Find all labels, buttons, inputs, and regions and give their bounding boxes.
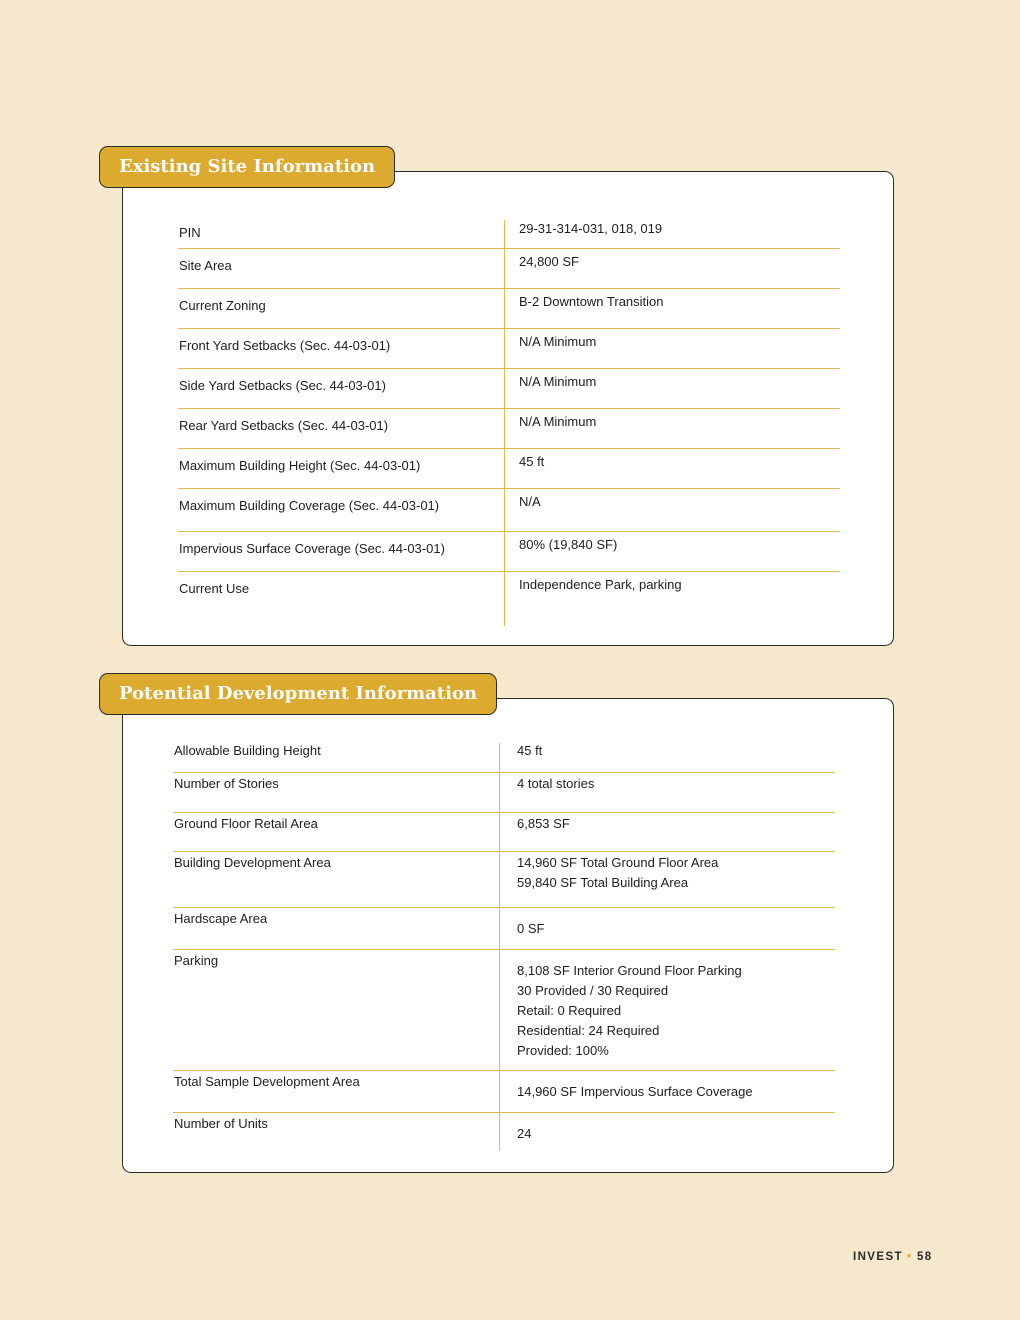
table-row: [173, 950, 835, 1071]
potential-development-table: [173, 740, 835, 1151]
row-value: [517, 774, 594, 794]
row-value: 45 ft: [519, 454, 545, 469]
row-value: N/A Minimum: [519, 374, 597, 389]
row-value: [517, 1124, 531, 1144]
row-label: Number of Units: [174, 1116, 268, 1131]
row-value: Independence Park, parking: [519, 577, 682, 592]
row-value-line: 6,853 SF: [517, 816, 570, 831]
row-value-line: 14,960 SF Impervious Surface Coverage: [517, 1084, 753, 1099]
table-row: [178, 289, 840, 329]
table-row: [178, 409, 840, 449]
row-label: Hardscape Area: [174, 911, 268, 926]
table-row: [178, 249, 840, 289]
row-label: PIN: [179, 225, 201, 240]
row-value-line: Provided: 100%: [517, 1043, 609, 1058]
table-row: [178, 532, 840, 572]
row-value: N/A: [519, 494, 541, 509]
table-row: [178, 572, 840, 626]
row-value: [517, 741, 542, 761]
page-footer: [853, 1251, 933, 1263]
table-row: [173, 740, 835, 773]
row-label: Site Area: [179, 258, 232, 273]
row-value: [517, 961, 742, 1061]
existing-site-title: Existing Site Information: [99, 146, 395, 188]
row-value-line: 8,108 SF Interior Ground Floor Parking: [517, 963, 742, 978]
row-value-line: 14,960 SF Total Ground Floor Area: [517, 855, 719, 870]
potential-development-title: Potential Development Information: [99, 673, 497, 715]
footer-section-label: INVEST: [853, 1251, 903, 1263]
row-value: 24,800 SF: [519, 254, 579, 269]
row-value-line: Retail: 0 Required: [517, 1003, 622, 1018]
table-row: [178, 489, 840, 532]
row-value-line: 0 SF: [517, 921, 545, 936]
row-value: N/A Minimum: [519, 334, 597, 349]
row-label: Ground Floor Retail Area: [174, 816, 318, 831]
row-value: [517, 1082, 753, 1102]
table-row: [173, 1113, 835, 1151]
row-value: 80% (19,840 SF): [519, 537, 618, 552]
table-row: [178, 216, 840, 249]
row-label: Maximum Building Height (Sec. 44-03-01): [179, 458, 421, 473]
row-value: N/A Minimum: [519, 414, 597, 429]
row-label: Number of Stories: [174, 776, 279, 791]
row-label: Total Sample Development Area: [174, 1074, 360, 1089]
row-value-line: 4 total stories: [517, 776, 595, 791]
table-row: [173, 852, 835, 908]
row-label: Building Development Area: [174, 855, 331, 870]
row-label: Side Yard Setbacks (Sec. 44-03-01): [179, 378, 386, 393]
table-row: [173, 813, 835, 852]
row-value: 29-31-314-031, 018, 019: [519, 221, 663, 236]
row-value-line: 45 ft: [517, 743, 543, 758]
row-label: Allowable Building Height: [174, 743, 321, 758]
page-number: 58: [916, 1251, 933, 1263]
table-row: [173, 908, 835, 950]
row-label: Current Zoning: [179, 298, 266, 313]
row-value: [517, 919, 544, 939]
row-value-line: Residential: 24 Required: [517, 1023, 660, 1038]
row-label: Front Yard Setbacks (Sec. 44-03-01): [179, 338, 391, 353]
row-value: [517, 814, 570, 834]
row-label: Maximum Building Coverage (Sec. 44-03-01): [179, 498, 440, 513]
row-value-line: 30 Provided / 30 Required: [517, 983, 669, 998]
table-row: [173, 773, 835, 813]
row-label: Impervious Surface Coverage (Sec. 44-03-01): [179, 541, 445, 556]
row-value: B-2 Downtown Transition: [519, 294, 664, 309]
footer-separator-dot: •: [906, 1251, 911, 1263]
row-label: Current Use: [179, 581, 250, 596]
table-row: [178, 449, 840, 489]
row-value-line: 59,840 SF Total Building Area: [517, 875, 689, 890]
table-row: [178, 329, 840, 369]
existing-site-table: [178, 216, 840, 626]
table-row: [173, 1071, 835, 1113]
table-row: [178, 369, 840, 409]
row-value-line: 24: [517, 1126, 532, 1141]
row-label: Rear Yard Setbacks (Sec. 44-03-01): [179, 418, 389, 433]
row-label: Parking: [174, 953, 219, 968]
row-value: [517, 853, 718, 893]
